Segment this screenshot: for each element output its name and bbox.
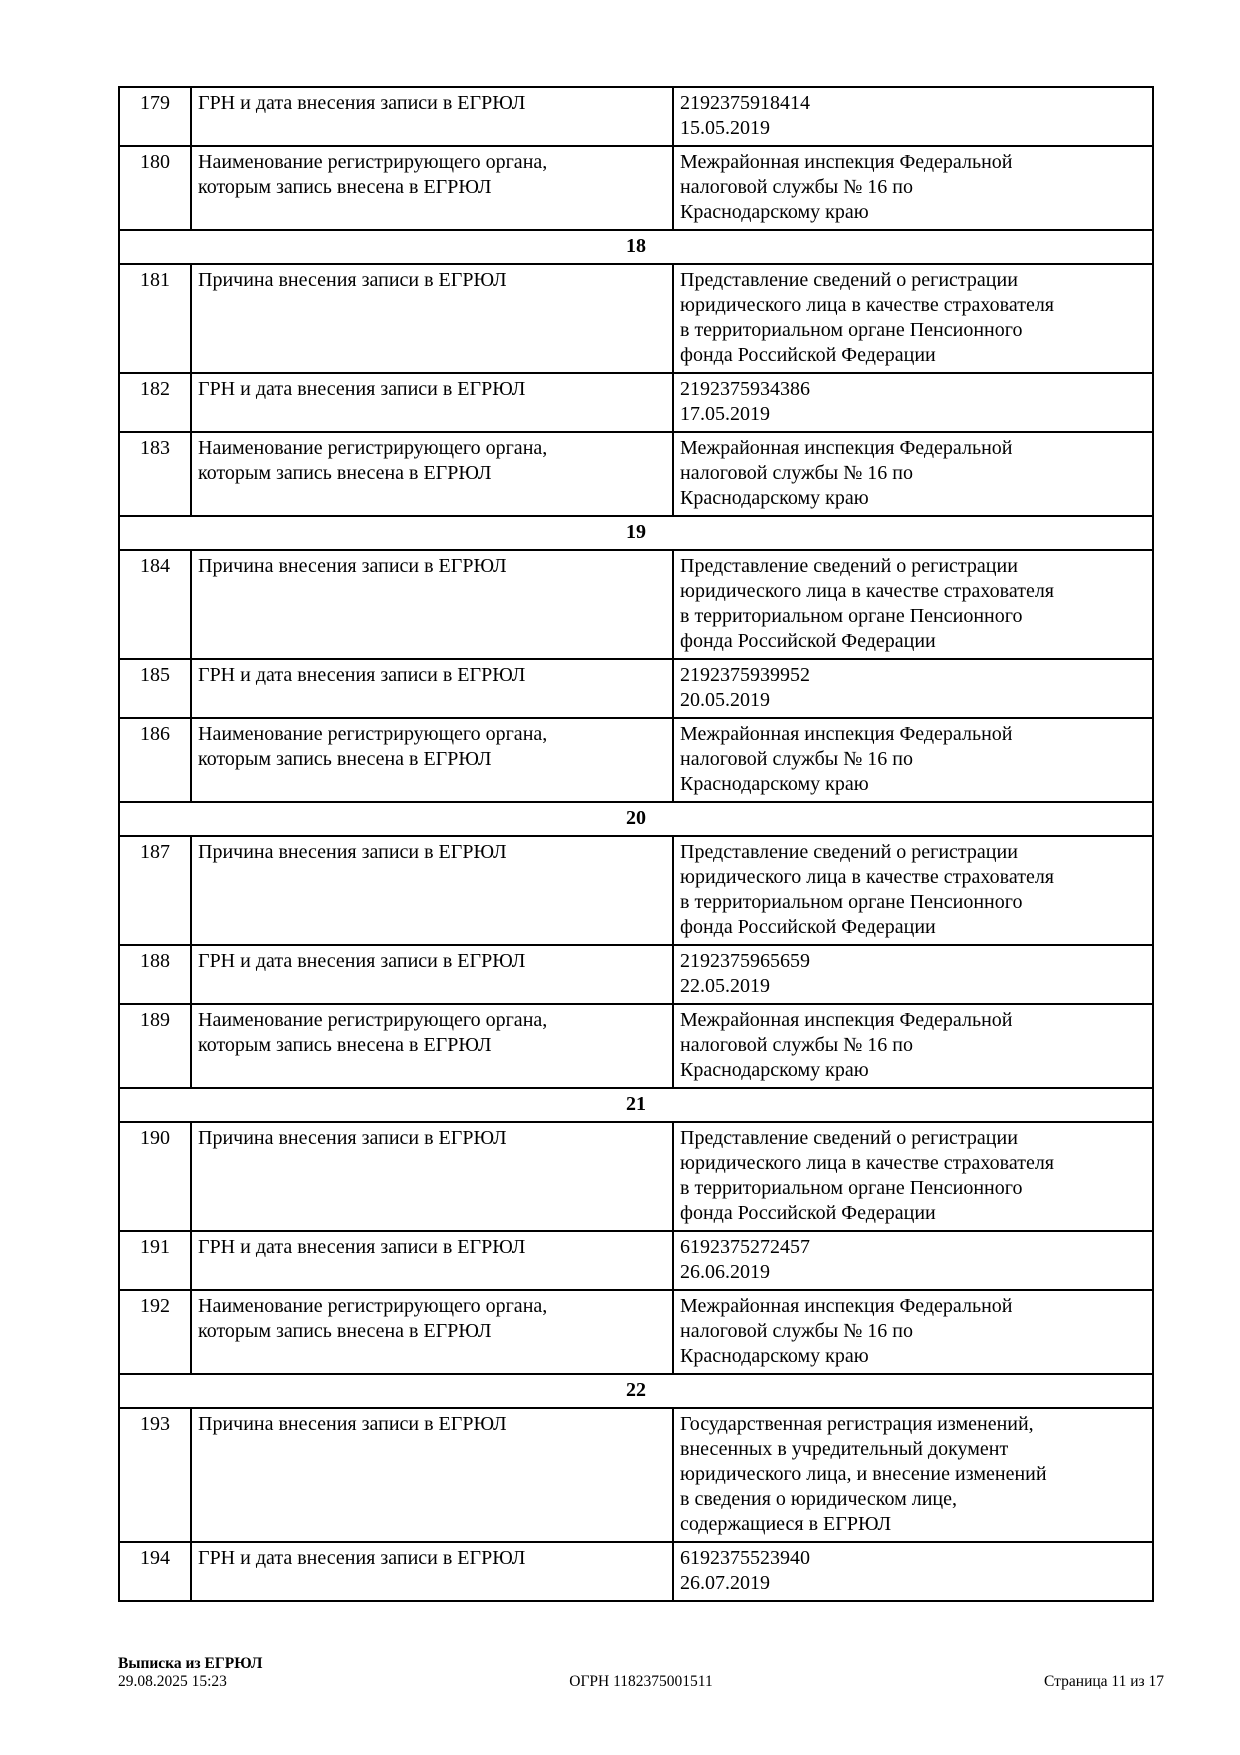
text-line: Причина внесения записи в ЕГРЮЛ (198, 269, 507, 291)
field-name-cell (191, 718, 673, 802)
value-cell (673, 718, 1153, 802)
text-line: которым запись внесена в ЕГРЮЛ (198, 1320, 492, 1342)
egrul-table-body (119, 87, 1153, 1601)
row-number-cell: 179 (119, 87, 191, 146)
value-cell (673, 836, 1153, 945)
text-line: налоговой службы № 16 по (680, 462, 913, 484)
text-line: Государственная регистрация изменений, (680, 1413, 1034, 1435)
value-cell (673, 146, 1153, 230)
record-row (119, 718, 1153, 802)
text-line: ГРН и дата внесения записи в ЕГРЮЛ (198, 92, 526, 114)
text-line: 6192375272457 (680, 1236, 810, 1258)
field-name-cell (191, 1542, 673, 1601)
field-name-cell (191, 659, 673, 718)
record-row (119, 264, 1153, 373)
row-number-cell: 182 (119, 373, 191, 432)
text-line: налоговой службы № 16 по (680, 1034, 913, 1056)
text-line: Представление сведений о регистрации (680, 1127, 1018, 1149)
text-line: Межрайонная инспекция Федеральной (680, 1295, 1013, 1317)
text-line: 15.05.2019 (680, 117, 770, 139)
section-header-row (119, 516, 1153, 550)
text-line: Краснодарскому краю (680, 773, 869, 795)
record-row (119, 1408, 1153, 1542)
value-cell (673, 1542, 1153, 1601)
record-row (119, 659, 1153, 718)
text-line: которым запись внесена в ЕГРЮЛ (198, 748, 492, 770)
text-line: юридического лица в качестве страхователя (680, 580, 1055, 602)
value-cell (673, 550, 1153, 659)
row-number-cell: 190 (119, 1122, 191, 1231)
text-line: налоговой службы № 16 по (680, 176, 913, 198)
text-line: фонда Российской Федерации (680, 630, 936, 652)
text-line: в территориальном органе Пенсионного (680, 891, 1023, 913)
value-cell (673, 1231, 1153, 1290)
egrul-table-container (118, 86, 1154, 1602)
text-line: 26.06.2019 (680, 1261, 770, 1283)
field-name-cell (191, 1122, 673, 1231)
section-number: 19 (119, 516, 1153, 550)
text-line: Причина внесения записи в ЕГРЮЛ (198, 1413, 507, 1435)
text-line: 17.05.2019 (680, 403, 770, 425)
text-line: налоговой службы № 16 по (680, 1320, 913, 1342)
value-cell (673, 945, 1153, 1004)
row-number-cell: 192 (119, 1290, 191, 1374)
text-line: Наименование регистрирующего органа, (198, 151, 548, 173)
text-line: Причина внесения записи в ЕГРЮЛ (198, 841, 507, 863)
record-row (119, 1122, 1153, 1231)
text-line: 2192375939952 (680, 664, 810, 686)
text-line: 22.05.2019 (680, 975, 770, 997)
text-line: ГРН и дата внесения записи в ЕГРЮЛ (198, 1547, 526, 1569)
text-line: Краснодарскому краю (680, 201, 869, 223)
record-row (119, 1231, 1153, 1290)
row-number-cell: 188 (119, 945, 191, 1004)
text-line: которым запись внесена в ЕГРЮЛ (198, 462, 492, 484)
text-line: которым запись внесена в ЕГРЮЛ (198, 176, 492, 198)
text-line: 20.05.2019 (680, 689, 770, 711)
text-line: Краснодарскому краю (680, 1059, 869, 1081)
text-line: ГРН и дата внесения записи в ЕГРЮЛ (198, 664, 526, 686)
text-line: 2192375918414 (680, 92, 810, 114)
footer-page-number: Страница 11 из 17 (1044, 1673, 1165, 1690)
record-row (119, 373, 1153, 432)
field-name-cell (191, 836, 673, 945)
row-number-cell: 189 (119, 1004, 191, 1088)
row-number-cell: 191 (119, 1231, 191, 1290)
row-number-cell: 194 (119, 1542, 191, 1601)
footer-doc-title: Выписка из ЕГРЮЛ (118, 1655, 263, 1672)
section-number: 18 (119, 230, 1153, 264)
text-line: фонда Российской Федерации (680, 916, 936, 938)
text-line: ГРН и дата внесения записи в ЕГРЮЛ (198, 950, 526, 972)
row-number-cell: 180 (119, 146, 191, 230)
text-line: 6192375523940 (680, 1547, 810, 1569)
text-line: Наименование регистрирующего органа, (198, 1009, 548, 1031)
text-line: 26.07.2019 (680, 1572, 770, 1594)
page-footer (118, 1655, 1164, 1691)
text-line: Представление сведений о регистрации (680, 841, 1018, 863)
record-row (119, 432, 1153, 516)
record-row (119, 87, 1153, 146)
record-row (119, 836, 1153, 945)
text-line: Представление сведений о регистрации (680, 269, 1018, 291)
field-name-cell (191, 264, 673, 373)
record-row (119, 550, 1153, 659)
field-name-cell (191, 1408, 673, 1542)
text-line: внесенных в учредительный документ (680, 1438, 1009, 1460)
value-cell (673, 1122, 1153, 1231)
footer-left-block (118, 1655, 569, 1691)
value-cell (673, 264, 1153, 373)
field-name-cell (191, 550, 673, 659)
row-number-cell: 186 (119, 718, 191, 802)
row-number-cell: 185 (119, 659, 191, 718)
value-cell (673, 432, 1153, 516)
field-name-cell (191, 1004, 673, 1088)
field-name-cell (191, 945, 673, 1004)
value-cell (673, 1408, 1153, 1542)
text-line: юридического лица в качестве страхователя (680, 1152, 1055, 1174)
section-header-row (119, 230, 1153, 264)
text-line: юридического лица, и внесение изменений (680, 1463, 1047, 1485)
text-line: Межрайонная инспекция Федеральной (680, 437, 1013, 459)
field-name-cell (191, 432, 673, 516)
record-row (119, 1004, 1153, 1088)
section-number: 21 (119, 1088, 1153, 1122)
text-line: в территориальном органе Пенсионного (680, 1177, 1023, 1199)
text-line: Краснодарскому краю (680, 1345, 869, 1367)
text-line: ГРН и дата внесения записи в ЕГРЮЛ (198, 1236, 526, 1258)
text-line: в сведения о юридическом лице, (680, 1488, 957, 1510)
text-line: фонда Российской Федерации (680, 344, 936, 366)
text-line: юридического лица в качестве страхователя (680, 294, 1055, 316)
field-name-cell (191, 87, 673, 146)
value-cell (673, 1004, 1153, 1088)
text-line: Краснодарскому краю (680, 487, 869, 509)
text-line: в территориальном органе Пенсионного (680, 319, 1023, 341)
text-line: которым запись внесена в ЕГРЮЛ (198, 1034, 492, 1056)
text-line: ГРН и дата внесения записи в ЕГРЮЛ (198, 378, 526, 400)
row-number-cell: 184 (119, 550, 191, 659)
section-header-row (119, 802, 1153, 836)
field-name-cell (191, 146, 673, 230)
text-line: 2192375934386 (680, 378, 810, 400)
text-line: Наименование регистрирующего органа, (198, 723, 548, 745)
row-number-cell: 193 (119, 1408, 191, 1542)
text-line: Причина внесения записи в ЕГРЮЛ (198, 555, 507, 577)
text-line: юридического лица в качестве страхователя (680, 866, 1055, 888)
footer-datetime: 29.08.2025 15:23 (118, 1673, 227, 1690)
row-number-cell: 183 (119, 432, 191, 516)
egrul-records-table (118, 86, 1154, 1602)
row-number-cell: 187 (119, 836, 191, 945)
section-number: 22 (119, 1374, 1153, 1408)
footer-ogrn: ОГРН 1182375001511 (569, 1673, 713, 1690)
text-line: Межрайонная инспекция Федеральной (680, 723, 1013, 745)
section-header-row (119, 1088, 1153, 1122)
text-line: Межрайонная инспекция Федеральной (680, 151, 1013, 173)
section-number: 20 (119, 802, 1153, 836)
record-row (119, 945, 1153, 1004)
record-row (119, 1542, 1153, 1601)
field-name-cell (191, 1231, 673, 1290)
text-line: в территориальном органе Пенсионного (680, 605, 1023, 627)
value-cell (673, 373, 1153, 432)
record-row (119, 1290, 1153, 1374)
value-cell (673, 659, 1153, 718)
text-line: налоговой службы № 16 по (680, 748, 913, 770)
section-header-row (119, 1374, 1153, 1408)
value-cell (673, 1290, 1153, 1374)
row-number-cell: 181 (119, 264, 191, 373)
field-name-cell (191, 373, 673, 432)
text-line: Причина внесения записи в ЕГРЮЛ (198, 1127, 507, 1149)
text-line: содержащиеся в ЕГРЮЛ (680, 1513, 892, 1535)
text-line: Межрайонная инспекция Федеральной (680, 1009, 1013, 1031)
text-line: Наименование регистрирующего органа, (198, 1295, 548, 1317)
text-line: фонда Российской Федерации (680, 1202, 936, 1224)
value-cell (673, 87, 1153, 146)
field-name-cell (191, 1290, 673, 1374)
record-row (119, 146, 1153, 230)
text-line: Наименование регистрирующего органа, (198, 437, 548, 459)
text-line: Представление сведений о регистрации (680, 555, 1018, 577)
text-line: 2192375965659 (680, 950, 810, 972)
